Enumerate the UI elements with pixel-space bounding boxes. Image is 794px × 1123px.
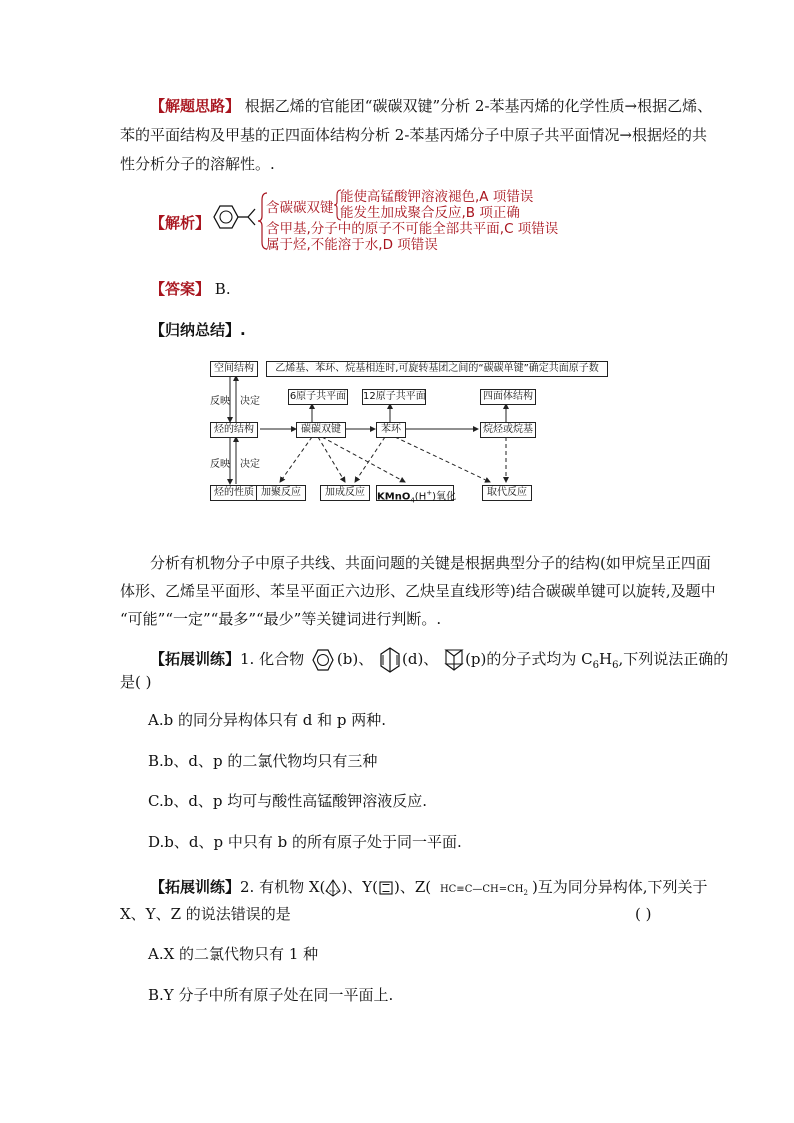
answer-value: B. <box>214 280 231 298</box>
analysis-item-a: 能使高锰酸钾溶液褪色,A 项错误 <box>340 189 534 205</box>
box-spatial: 空间结构 <box>210 361 258 377</box>
box-twelve-atoms: 12原子共平面 <box>362 389 426 405</box>
analysis-tag-text: 【解析】 <box>150 214 211 232</box>
box-kmno4 <box>376 485 456 505</box>
q2-bracket: ( ) <box>635 905 652 923</box>
q2-tag: 【拓展训练】 <box>150 878 241 896</box>
box-double-bond: 碳碳双键 <box>296 422 346 438</box>
dewar-benzene-d-icon <box>379 647 401 673</box>
box-addition: 加成反应 <box>320 485 370 501</box>
q2-line-1 <box>150 877 708 903</box>
x-tetrahedrane-icon <box>325 879 341 897</box>
box-alkyl: 烷烃或烷基 <box>480 422 536 438</box>
answer-tag: 【答案】 <box>150 280 211 298</box>
q1-line-2: 是( ) <box>120 673 152 691</box>
thinking-line-1 <box>150 96 712 116</box>
paragraph-line-1: 分析有机物分子中原子共线、共面问题的关键是根据典型分子的结构(如甲烷呈正四面 <box>150 554 711 572</box>
kmno4-sub: 4 <box>410 496 415 505</box>
q1-option-a: A.b 的同分异构体只有 d 和 p 两种. <box>148 711 387 729</box>
analysis-item-b: 能发生加成聚合反应,B 项正确 <box>340 205 520 221</box>
q1-sub-c: 6 <box>592 660 600 671</box>
kmno4-rest: (H <box>414 491 427 503</box>
y-cyclobutadiene-icon <box>378 880 394 896</box>
q2-rest: )互为同分异构体,下列关于 <box>531 878 708 896</box>
q2-z: )、Z( <box>394 878 432 896</box>
q2-option-a: A.X 的二氯代物只有 1 种 <box>148 945 319 963</box>
q2-prefix: 2. 有机物 X( <box>240 878 326 896</box>
q1-rest: ,下列说法正确的 <box>618 650 729 668</box>
q2-line-2: X、Y、Z 的说法错误的是 <box>120 905 291 923</box>
thinking-text-1: 根据乙烯的官能团“碳碳双键”分析 2-苯基丙烯的化学性质→根据乙烯、 <box>244 97 713 115</box>
box-tetrahedral: 四面体结构 <box>480 389 536 405</box>
benzene-b-icon <box>311 648 335 672</box>
label-decide-2: 决定 <box>240 459 260 470</box>
box-property: 烃的性质 <box>210 485 258 501</box>
box-substitution: 取代反应 <box>482 485 532 501</box>
q2-option-b: B.Y 分子中所有原子处在同一平面上. <box>148 986 394 1004</box>
label-decide-1: 决定 <box>240 396 260 407</box>
box-benzene: 苯环 <box>376 422 406 438</box>
analysis-tag <box>150 213 210 233</box>
kmno4-text: KMnO <box>377 491 411 503</box>
analysis-item-c: 含甲基,分子中的原子不可能全部共平面,C 项错误 <box>266 221 559 237</box>
label-reflect-1: 反映 <box>210 396 230 407</box>
q1-h: H <box>599 650 613 668</box>
box-top-note: 乙烯基、苯环、烷基相连时,可旋转基团之间的“碳碳单键”确定共面原子数 <box>266 361 608 377</box>
box-addpoly: 加聚反应 <box>256 485 306 501</box>
q2-formula-text: HC≡C—CH=CH <box>439 884 524 895</box>
q1-d: (d)、 <box>401 650 439 668</box>
q1-tag: 【拓展训练】 <box>150 650 241 668</box>
q1-option-c: C.b、d、p 均可与酸性高锰酸钾溶液反应. <box>148 792 428 810</box>
paragraph-line-3: “可能”“一定”“最多”“最少”等关键词进行判断。. <box>120 610 442 628</box>
q1-sub-h: 6 <box>612 660 619 671</box>
thinking-line-2: 苯的平面结构及甲基的正四面体结构分析 2-苯基丙烯分子中原子共平面情况→根据烃的共 <box>120 126 707 144</box>
kmno4-sup: + <box>426 489 433 497</box>
kmno4-end: )氧化 <box>432 491 456 503</box>
answer-line <box>150 279 231 299</box>
q2-formula <box>440 884 528 895</box>
box-structure: 烃的结构 <box>210 422 258 438</box>
q2-y: )、Y( <box>341 878 379 896</box>
phenylpropene-structure-icon <box>208 198 263 238</box>
paragraph-line-2: 体形、乙烯呈平面形、苯呈平面正六边形、乙炔呈直线形等)结合碳碳单键可以旋转,及题中 <box>120 582 716 600</box>
q1-option-d: D.b、d、p 中只有 b 的所有原子处于同一平面. <box>148 833 462 851</box>
q1-option-b: B.b、d、p 的二氯代物均只有三种 <box>148 752 378 770</box>
analysis-item-d: 属于烃,不能溶于水,D 项错误 <box>266 237 438 253</box>
q2-formula-sub: 2 <box>523 889 528 897</box>
summary-tag: 【归纳总结】. <box>150 321 246 339</box>
label-reflect-2: 反映 <box>210 459 230 470</box>
thinking-tag: 【解题思路】 <box>150 97 241 115</box>
analysis-group-label: 含碳碳双键 <box>266 200 334 216</box>
q1-p: (p)的分子式均为 C <box>465 650 593 668</box>
q1-prefix: 1. 化合物 <box>240 650 305 668</box>
structure-diagram <box>200 352 620 507</box>
q1-b: (b)、 <box>336 650 374 668</box>
thinking-line-3: 性分析分子的溶解性。. <box>120 155 275 173</box>
box-six-atoms: 6原子共平面 <box>288 389 348 405</box>
prismane-p-icon <box>444 647 464 673</box>
q1-line-1 <box>150 647 728 676</box>
